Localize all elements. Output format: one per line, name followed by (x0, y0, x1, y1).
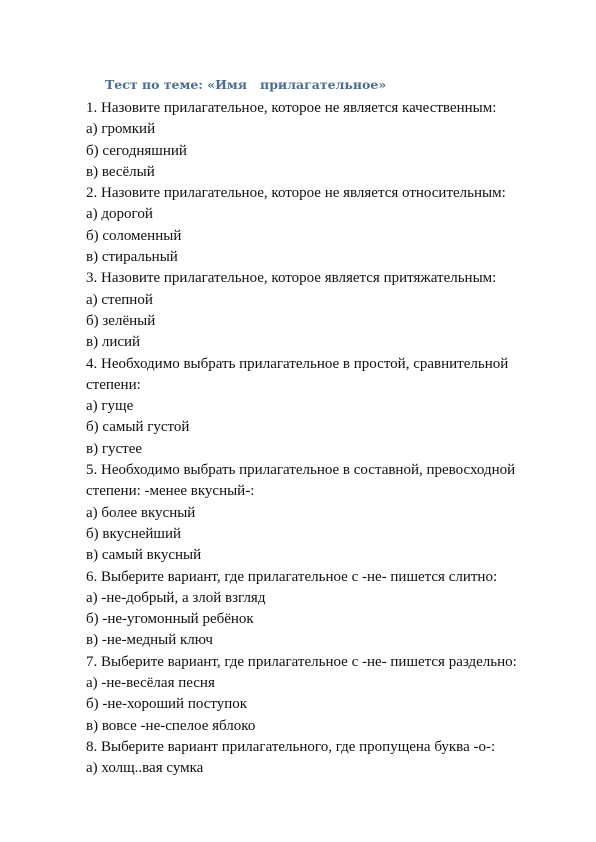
answer-option: в) весёлый (86, 163, 155, 180)
question-text: 4. Необходимо выбрать прилагательное в простой, сравнительной (86, 355, 509, 372)
answer-option: а) -не-добрый, а злой взгляд (86, 589, 266, 606)
answer-option: б) сегодняшний (86, 142, 187, 159)
answer-option: б) соломенный (86, 227, 182, 244)
answer-option: в) густее (86, 440, 143, 457)
answer-option: в) стиральный (86, 249, 178, 266)
answer-option: б) зелёный (86, 312, 156, 329)
answer-option: б) -не-угомонный ребёнок (86, 611, 254, 628)
answer-option: в) лисий (86, 334, 141, 351)
answer-option: в) самый вкусный (86, 547, 202, 564)
answer-option: а) гуще (86, 398, 134, 415)
answer-option: в) -не-медный ключ (86, 632, 213, 649)
question-text-continued: степени: -менее вкусный-: (86, 483, 255, 500)
answer-option: б) самый густой (86, 419, 190, 436)
question-text-continued: степени: (86, 376, 141, 393)
question-text: 6. Выберите вариант, где прилагательное с -не- пишется слитно: (86, 568, 498, 585)
question-text: 5. Необходимо выбрать прилагательное в составной, превосходной (86, 462, 516, 479)
answer-option: а) громкий (86, 121, 156, 138)
answer-option: в) вовсе -не-спелое яблоко (86, 717, 256, 734)
question-text: 1. Назовите прилагательное, которое не является качественным: (86, 100, 497, 116)
document-title: Тест по теме: «Имя прилагательное» (105, 77, 387, 92)
answer-option: а) более вкусный (86, 504, 196, 521)
question-text: 7. Выберите вариант, где прилагательное с -не- пишется раздельно: (86, 653, 517, 670)
question-text: 3. Назовите прилагательное, которое является притяжательным: (86, 270, 497, 287)
question-text: 8. Выберите вариант прилагательного, где пропущена буква -о-: (86, 738, 496, 755)
answer-option: а) холщ..вая сумка (86, 760, 204, 777)
answer-option: а) степной (86, 291, 153, 308)
answer-option: б) вкуснейший (86, 525, 182, 542)
answer-option: а) дорогой (86, 206, 153, 223)
answer-option: б) -не-хороший поступок (86, 696, 248, 713)
answer-option: а) -не-весёлая песня (86, 675, 215, 692)
question-list (86, 98, 566, 780)
question-text: 2. Назовите прилагательное, которое не является относительным: (86, 185, 506, 202)
